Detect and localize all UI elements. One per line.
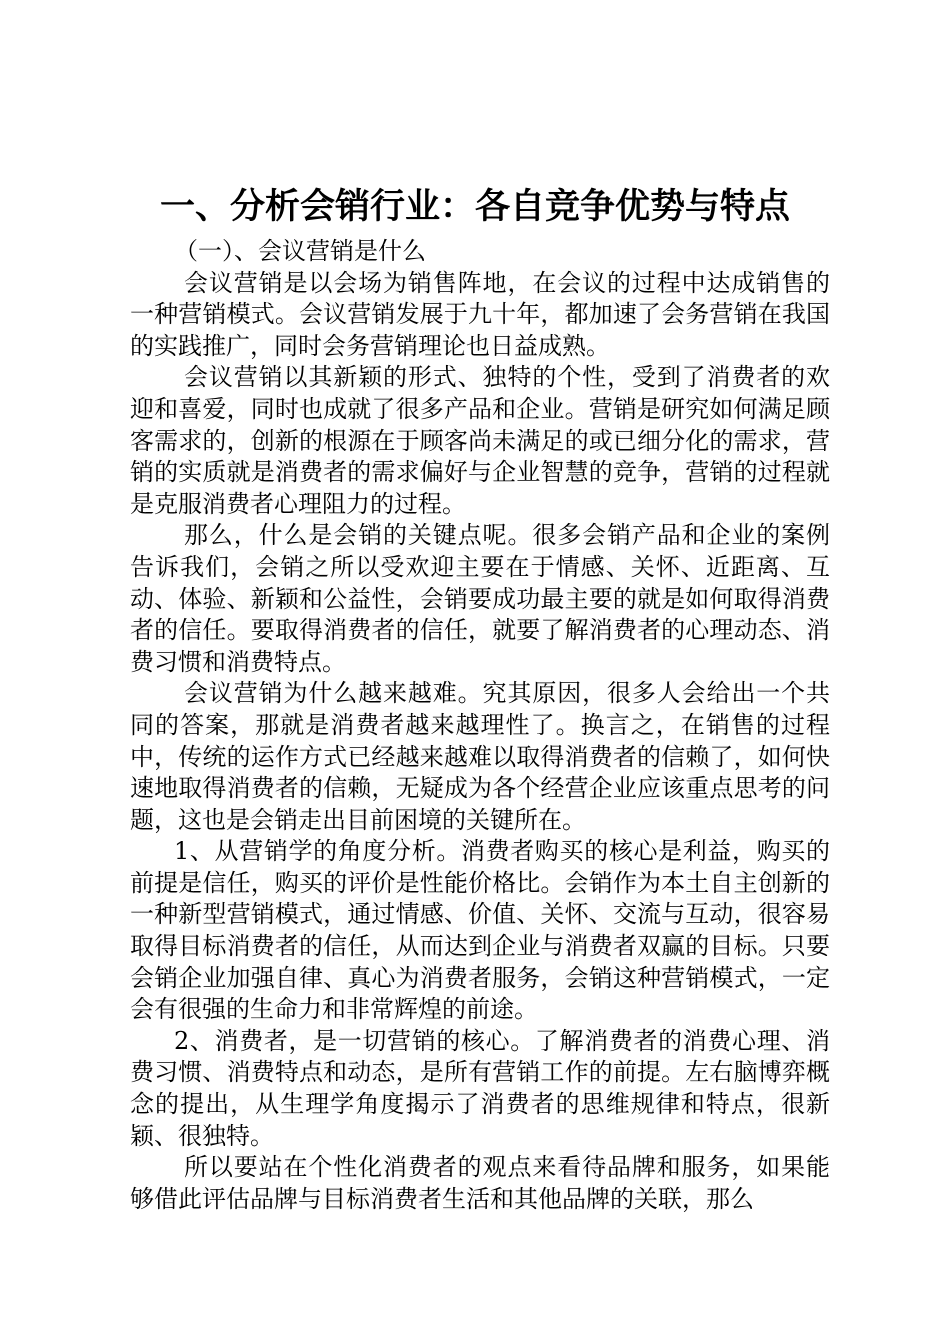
paragraph: 会议营销是以会场为销售阵地，在会议的过程中达成销售的一种营销模式。会议营销发展于九十年，都加速了会务营销在我国的实践推广，同时会务营销理论也日益成熟。 xyxy=(130,268,830,360)
paragraph: 1、从营销学的角度分析。消费者购买的核心是利益，购买的前提是信任，购买的评价是性能价格比。会销作为本土自主创新的一种新型营销模式，通过情感、价值、关怀、交流与互动，很容易取得目标消费者的信任，从而达到企业与消费者双赢的目标。只要会销企业加强自律、真心为消费者服务，会销这种营销模式，一定会有很强的生命力和非常辉煌的前途。 xyxy=(130,837,830,1024)
paragraph: 2、消费者，是一切营销的核心。了解消费者的消费心理、消费习惯、消费特点和动态，是所有营销工作的前提。左右脑博弈概念的提出，从生理学角度揭示了消费者的思维规律和特点，很新颖、很独特。 xyxy=(130,1026,830,1150)
paragraph: 会议营销以其新颖的形式、独特的个性，受到了消费者的欢迎和喜爱，同时也成就了很多产品和企业。营销是研究如何满足顾客需求的，创新的根源在于顾客尚未满足的或已细分化的需求，营销的实质就是消费者的需求偏好与企业智慧的竞争，营销的过程就是克服消费者心理阻力的过程。 xyxy=(130,363,830,518)
section-subheading: （一）、会议营销是什么 xyxy=(174,237,426,265)
document-body xyxy=(130,236,830,1215)
paragraph: 会议营销为什么越来越难。究其原因，很多人会给出一个共同的答案，那就是消费者越来越理性了。换言之，在销售的过程中，传统的运作方式已经越来越难以取得消费者的信赖了，如何快速地取得消费者的信赖，无疑成为各个经营企业应该重点思考的问题，这也是会销走出目前困境的关键所在。 xyxy=(130,679,830,834)
document-title: 一、分析会销行业：各自竞争优势与特点 xyxy=(159,187,790,227)
paragraph: 所以要站在个性化消费者的观点来看待品牌和服务，如果能够借此评估品牌与目标消费者生活和其他品牌的关联，那么 xyxy=(130,1153,830,1213)
paragraph: 那么，什么是会销的关键点呢。很多会销产品和企业的案例告诉我们，会销之所以受欢迎主要在于情感、关怀、近距离、互动、体验、新颖和公益性，会销要成功最主要的就是如何取得消费者的信任。要取得消费者的信任，就要了解消费者的心理动态、消费习惯和消费特点。 xyxy=(130,521,830,676)
